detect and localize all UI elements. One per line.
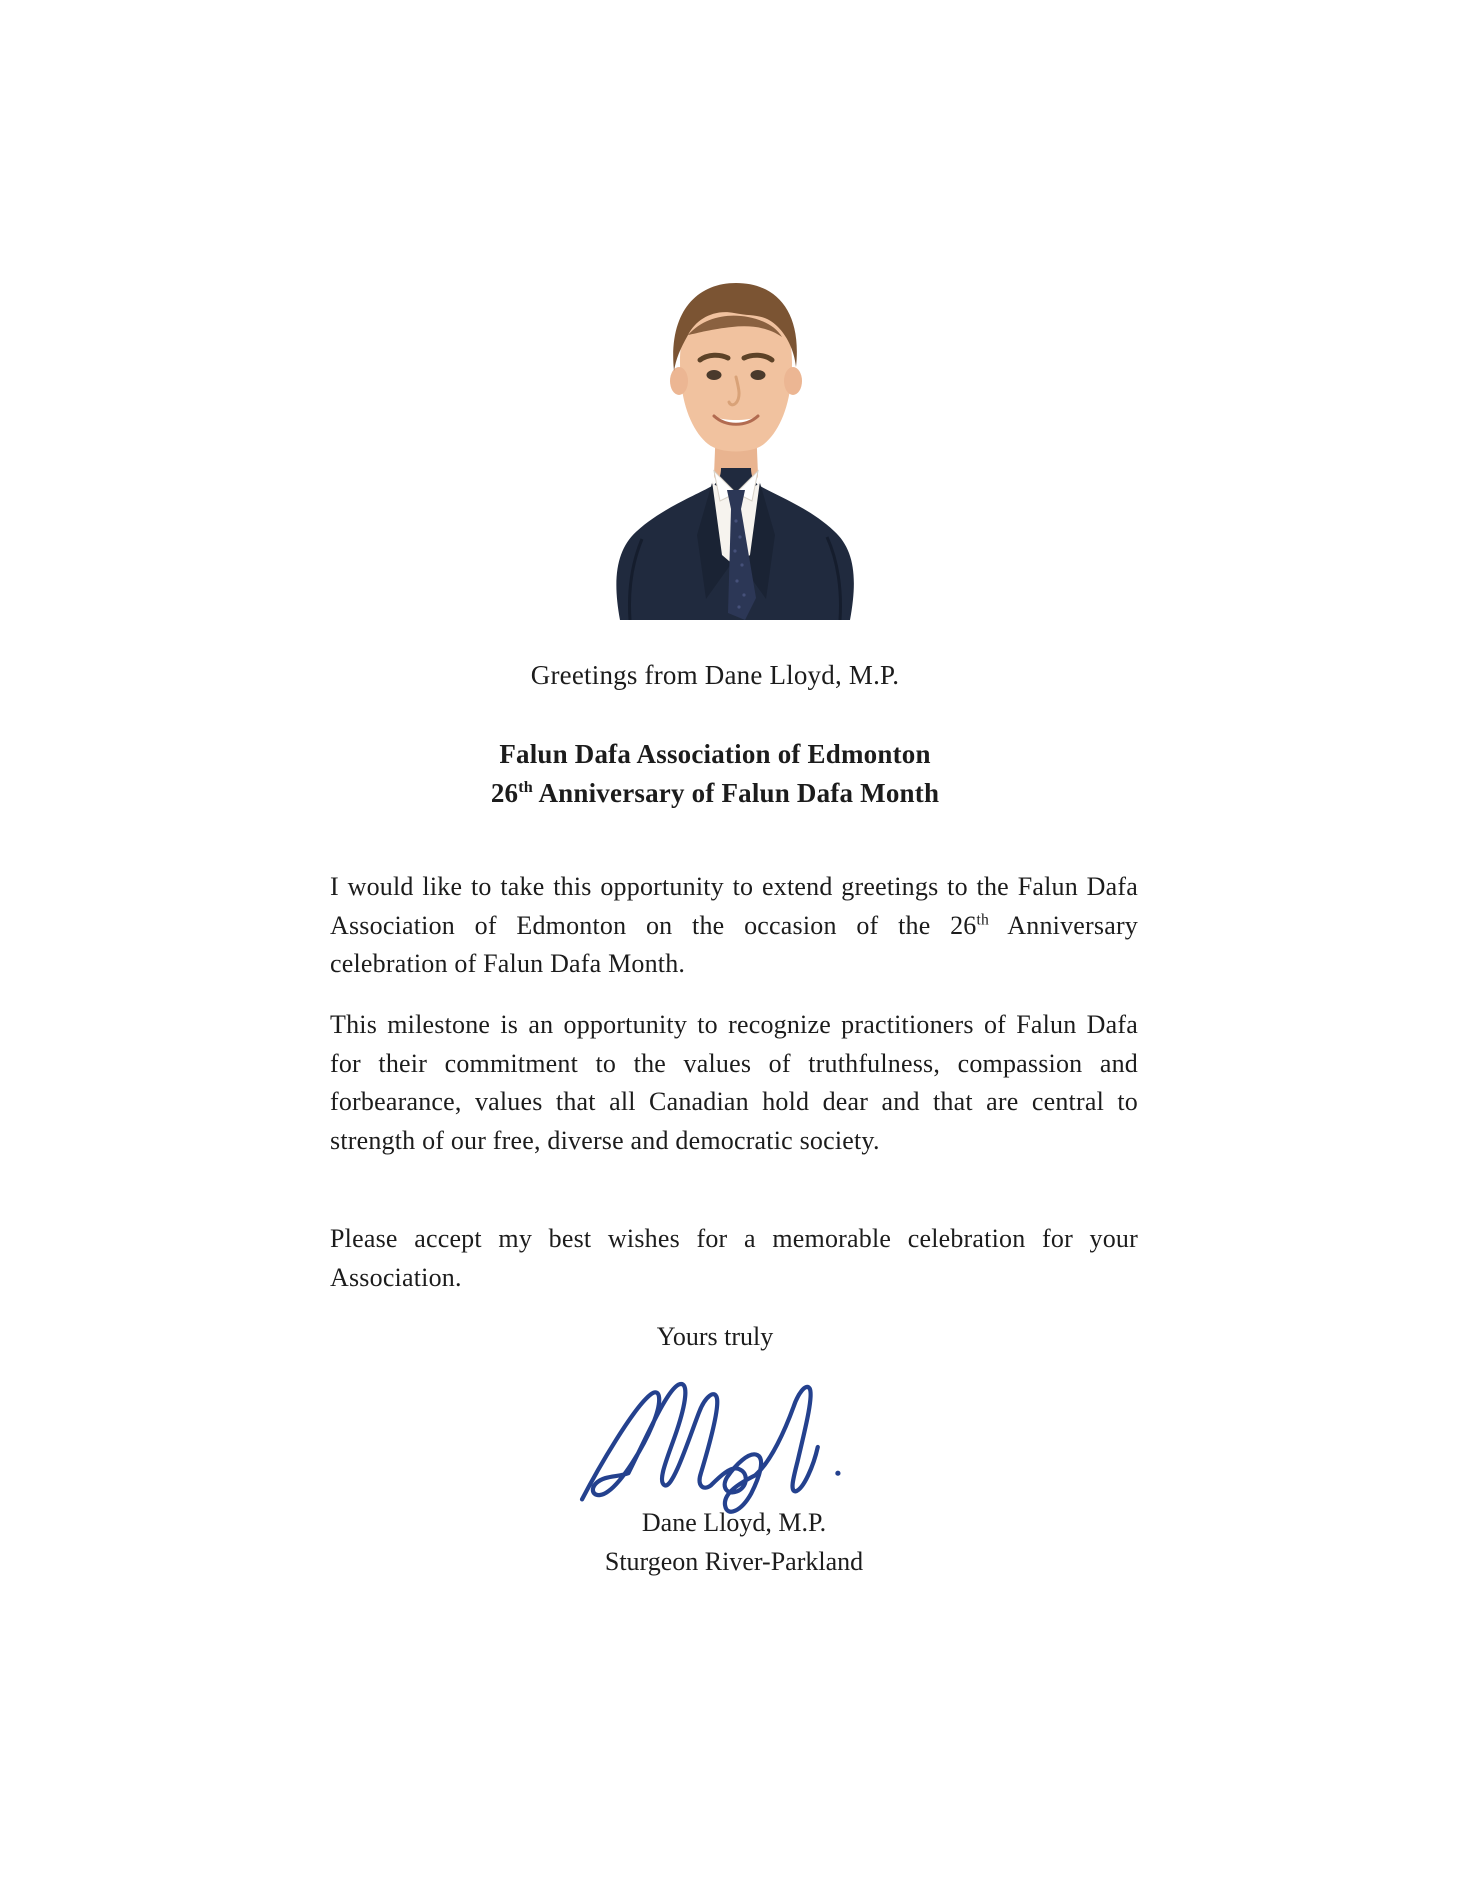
paragraph-3: Please accept my best wishes for a memorable celebration for your Association. <box>330 1224 1138 1292</box>
signer-riding: Sturgeon River-Parkland <box>604 1547 864 1576</box>
title-line-2 <box>330 774 1100 813</box>
signature-illustration <box>578 1372 850 1522</box>
signature-dot <box>835 1471 840 1476</box>
signature-ink <box>578 1372 850 1522</box>
title-line-1: Falun Dafa Association of Edmonton <box>499 739 931 769</box>
title-line-2-number: 26 <box>490 778 519 808</box>
man-portrait-illustration <box>608 243 860 620</box>
paragraph-2: This milestone is an opportunity to recognize practitioners of Falun Dafa for their commitment to the values of truthfulness, compassion and forbearance, values that all Canadian hold dear and that are central to strength of our free, diverse and democratic society. <box>330 1010 1138 1155</box>
greeting-line: Greetings from Dane Lloyd, M.P. <box>530 660 900 690</box>
title-block <box>330 735 1100 813</box>
paragraph-1 <box>330 868 1138 984</box>
title-line-2-rest: Anniversary of Falun Dafa Month <box>533 778 940 808</box>
left-ear <box>670 367 688 395</box>
paragraph-1-ordinal: th <box>976 910 990 928</box>
left-eye <box>707 370 722 380</box>
right-ear <box>784 367 802 395</box>
closing-line: Yours truly <box>656 1322 774 1351</box>
signature-stroke <box>582 1384 818 1512</box>
signer-name: Dane Lloyd, M.P. <box>641 1508 827 1537</box>
title-line-2-ordinal: th <box>518 778 534 796</box>
right-eye <box>751 370 766 380</box>
portrait-photo <box>608 243 860 620</box>
paragraph-1-part1: I would like to take this opportunity to extend greetings to the Falun Dafa Association of Edmonton on the occasion of the 26 <box>330 872 1138 940</box>
paragraph-1-part2: Anniversary celebration of Falun Dafa Month. <box>330 910 1139 978</box>
